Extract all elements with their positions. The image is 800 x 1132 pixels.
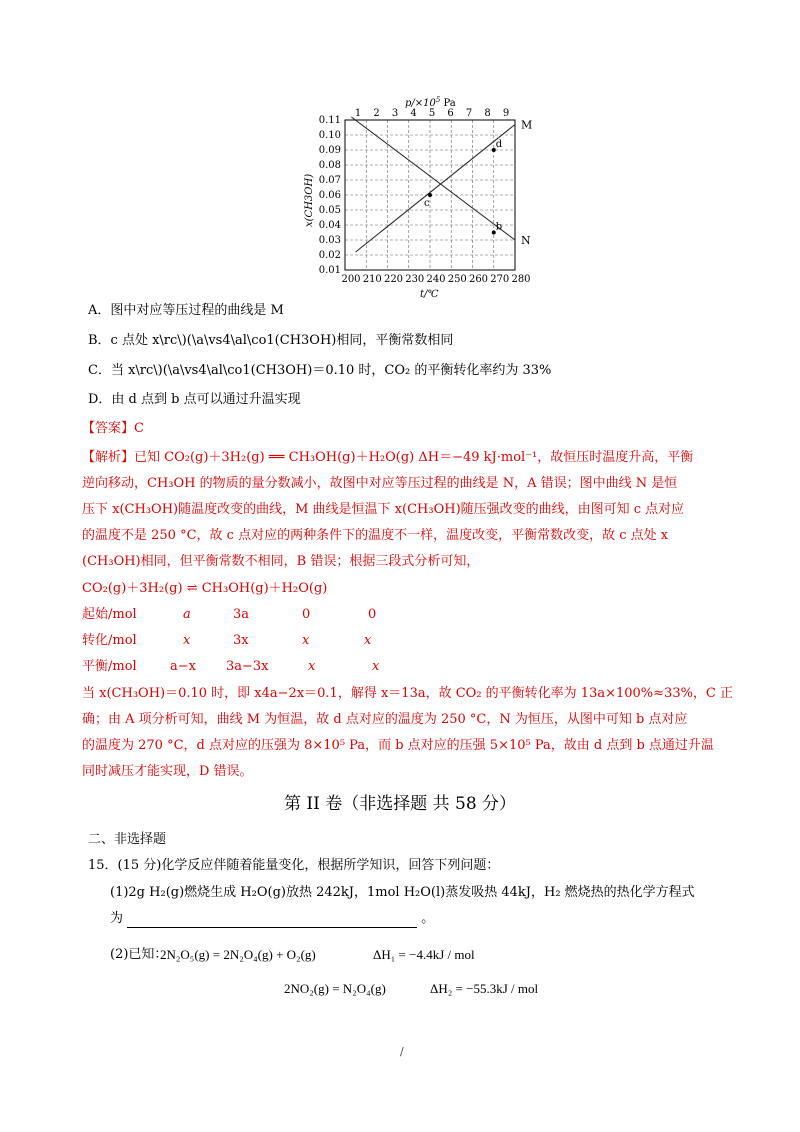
point-c [428, 193, 432, 197]
x-tick-label: 220 [383, 274, 404, 285]
analysis-line-6: 当 x(CH₃OH)＝0.10 时，即 x4a−2x＝0.1，解得 x＝13a，故 CO₂ 的平衡转化率为 13a×100%≈33%，C 正 [82, 686, 734, 701]
analysis-line-5: (CH₃OH)相同，但平衡常数不相同，B 错误；根据三段式分析可知， [82, 554, 480, 569]
option-d: D．由 d 点到 b 点可以通过升温实现 [88, 392, 301, 407]
analysis-line-9: 同时减压才能实现，D 错误。 [82, 764, 253, 779]
row-change-c1: x [183, 633, 191, 648]
chart-svg [300, 92, 540, 302]
x-tick-label: 250 [447, 274, 467, 285]
answer-blank[interactable] [127, 913, 417, 928]
row-change-c4: x [364, 633, 372, 648]
row-eq-c1: a−x [170, 659, 196, 674]
row-eq-c3: x [308, 659, 316, 674]
option-b: B．c 点处 x\rc\)(\a\vs4\al\co1(CH3OH)相同，平衡常数相同 [88, 333, 454, 348]
y-tick-label: 0.01 [318, 265, 341, 276]
question-15-part-2-prefix: (2)已知： [110, 947, 168, 962]
series-label-N: N [521, 234, 531, 247]
chart-x-ticks [341, 274, 530, 285]
chart-top-axis-label: $p/\times 10^5$ Pa [405, 96, 456, 109]
y-tick-label: 0.11 [318, 115, 341, 126]
x-tick-label: 270 [490, 274, 510, 285]
row-start-c1: a [183, 607, 191, 622]
analysis-line-7: 确；由 A 项分析可知，曲线 M 为恒温，故 d 点对应的温度为 250 °C，N 为恒压，从图中可知 b 点对应 [82, 712, 688, 727]
y-tick-label: 0.07 [318, 175, 341, 186]
analysis-line-4: 的温度不是 250 °C，故 c 点对应的两种条件下的温度不一样，温度改变，平衡常数改变，故 c 点处 x [82, 528, 669, 543]
option-c: C．当 x\rc\)(\a\vs4\al\co1(CH3OH)＝0.10 时，CO₂ 的平衡转化率约为 33% [88, 363, 552, 378]
chart-series [351, 117, 532, 252]
point-label-c: c [424, 198, 430, 209]
row-eq-c2: 3a−3x [226, 659, 269, 674]
option-a: A．图中对应等压过程的曲线是 M [88, 303, 284, 318]
answer-line: 【答案】C [82, 421, 144, 436]
x-tick-label: 200 [341, 274, 361, 285]
section-title: 第 II 卷（非选择题 共 58 分） [283, 794, 517, 814]
analysis-line-2: 逆向移动，CH₃OH 的物质的量分数减小，故图中对应等压过程的曲线是 N，A 错误；图中曲线 N 是恒 [82, 476, 678, 491]
page-footer: / [400, 1045, 404, 1058]
top-tick-label: 4 [410, 108, 417, 119]
row-eq-c4: x [372, 659, 380, 674]
y-tick-label: 0.09 [318, 145, 341, 156]
y-tick-label: 0.08 [318, 160, 341, 171]
y-tick-label: 0.05 [318, 205, 341, 216]
analysis-equation: CO₂(g)＋3H₂(g) ⇌ CH₃OH(g)＋H₂O(g) [82, 581, 328, 596]
part-two-heading: 二、非选择题 [88, 832, 167, 847]
x-tick-label: 210 [362, 274, 382, 285]
x-tick-label: 280 [511, 274, 531, 285]
question-15-part-1-answer-line [110, 910, 434, 928]
equation-2: 2NO₂(g) = N₂O₄(g) [284, 981, 386, 996]
y-tick-label: 0.04 [318, 220, 341, 231]
top-tick-label: 8 [484, 108, 491, 119]
y-tick-label: 0.02 [318, 250, 341, 261]
y-tick-label: 0.03 [318, 235, 341, 246]
chart-y-axis-label: x(CH3OH) [304, 173, 315, 227]
chart-points [424, 139, 503, 235]
equation-1-dh: ΔH₁ = −4.4kJ / mol [373, 947, 475, 962]
row-start-label: 起始/mol [82, 607, 137, 622]
point-label-b: b [495, 221, 503, 233]
row-change-c2: 3x [233, 633, 249, 648]
answer-suffix: 。 [421, 911, 435, 926]
row-start-c2: 3a [233, 607, 250, 622]
analysis-line-3: 压下 x(CH₃OH)随温度改变的曲线，M 曲线是恒温下 x(CH₃OH)随压强改变的曲线，由图可知 c 点对应 [82, 502, 685, 517]
question-15-stem: 15．(15 分)化学反应伴随着能量变化，根据所学知识，回答下列问题： [88, 858, 500, 873]
question-15-part-1: (1)2g H₂(g)燃烧生成 H₂O(g)放热 242kJ，1mol H₂O(l)蒸发吸热 44kJ，H₂ 燃烧热的热化学方程式 [110, 885, 695, 900]
answer-prefix: 为 [110, 911, 124, 926]
series-line-M [356, 125, 515, 253]
top-tick-label: 5 [428, 108, 436, 119]
row-start-c4: 0 [368, 607, 377, 622]
chart-x-axis-label: t/℃ [420, 289, 439, 300]
top-tick-label: 6 [447, 108, 454, 119]
row-change-label: 转化/mol [82, 633, 137, 648]
chart-y-ticks [319, 115, 341, 276]
x-tick-label: 260 [468, 274, 489, 285]
series-label-M: M [521, 118, 533, 132]
x-tick-label: 240 [426, 274, 446, 285]
chart-top-ticks [355, 108, 509, 119]
row-change-c3: x [302, 633, 310, 648]
top-tick-label: 7 [465, 108, 473, 119]
point-label-d: d [495, 139, 503, 150]
top-tick-label: 2 [373, 108, 380, 119]
y-tick-label: 0.10 [318, 130, 341, 141]
equation-2-dh: ΔH₂ = −55.3kJ / mol [430, 981, 539, 996]
series-line-N [351, 117, 515, 240]
figure-chart [300, 92, 540, 306]
equation-1: 2N₂O₅(g) = 2N₂O₄(g) + O₂(g) [160, 947, 316, 962]
top-tick-label: 1 [354, 108, 362, 119]
analysis-line-8: 的温度为 270 °C，d 点对应的压强为 8×10⁵ Pa，而 b 点对应的压强 5×10⁵ Pa，故由 d 点到 b 点通过升温 [82, 738, 714, 753]
x-tick-label: 230 [405, 274, 425, 285]
y-tick-label: 0.06 [318, 190, 341, 201]
row-eq-label: 平衡/mol [82, 659, 137, 674]
analysis-line-1: 【解析】已知 CO₂(g)＋3H₂(g) ══ CH₃OH(g)＋H₂O(g) ΔH＝−49 kJ·mol⁻¹，故恒压时温度升高，平衡 [82, 450, 694, 465]
row-start-c3: 0 [302, 607, 311, 622]
top-tick-label: 9 [502, 108, 510, 119]
top-tick-label: 3 [391, 108, 399, 119]
